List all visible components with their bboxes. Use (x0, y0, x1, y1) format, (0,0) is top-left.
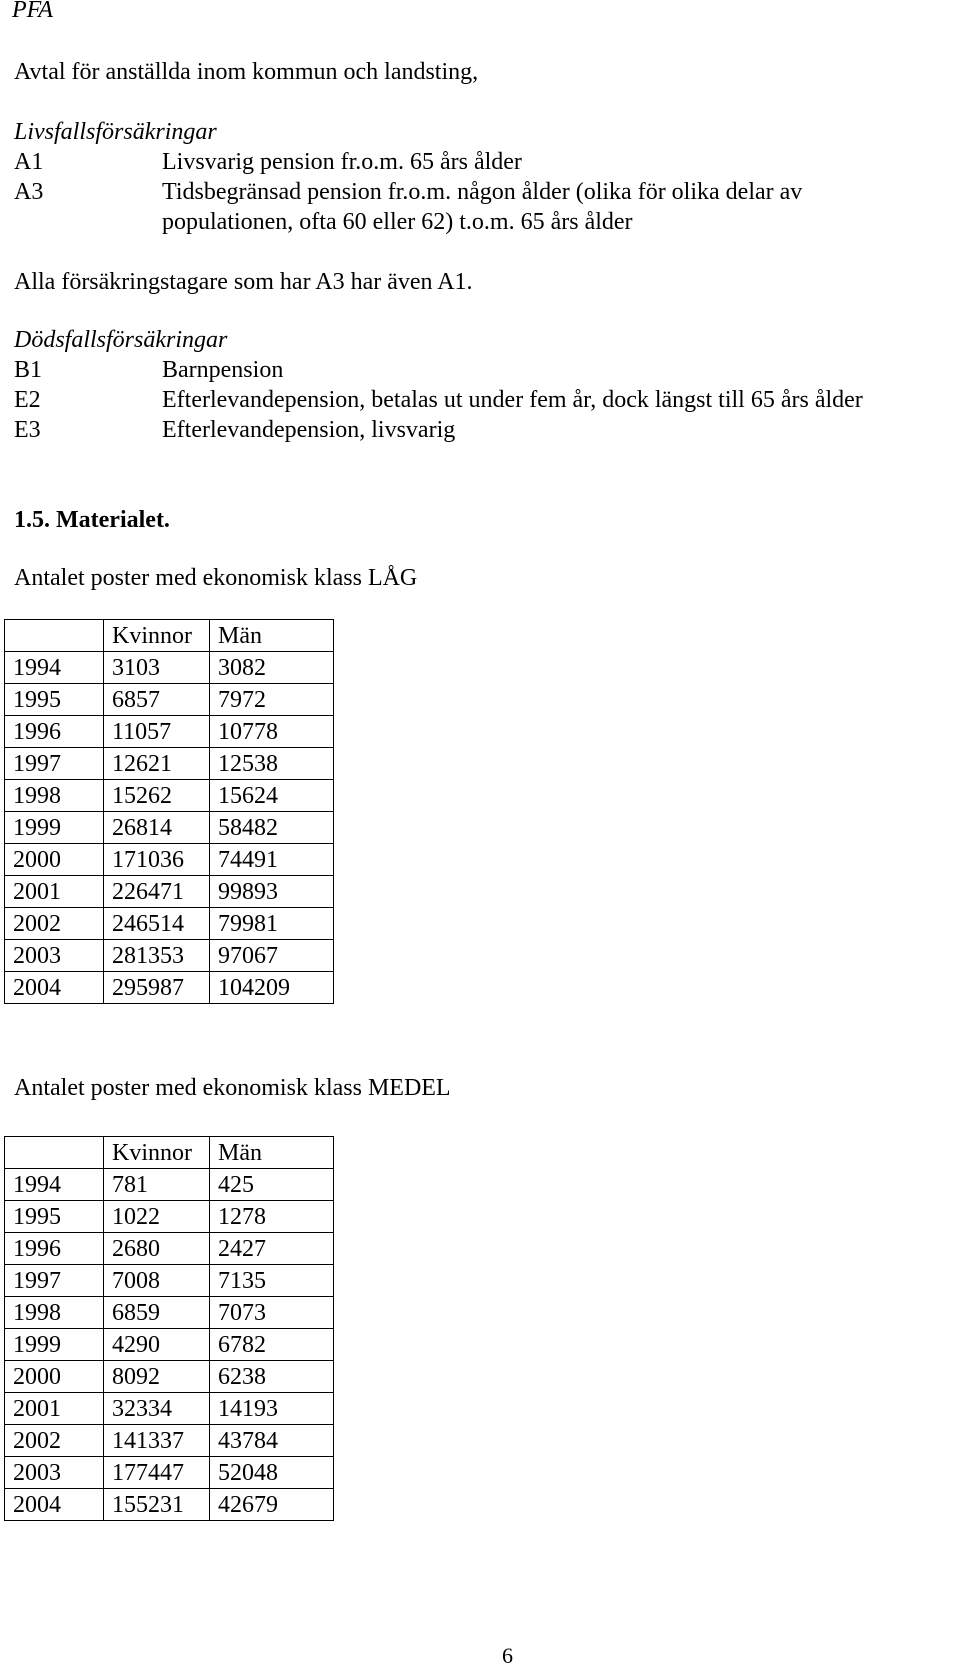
table-cell: 2000 (5, 1361, 104, 1393)
table-cell: 1994 (5, 652, 104, 684)
table-cell: 7135 (210, 1265, 334, 1297)
table-row (5, 652, 334, 684)
definition-row-b1 (14, 354, 954, 386)
definition-description: Livsvarig pension fr.o.m. 65 års ålder (162, 149, 522, 175)
table-cell: 26814 (104, 812, 210, 844)
table-row (5, 844, 334, 876)
table-cell: 52048 (210, 1457, 334, 1489)
table-cell: 2003 (5, 940, 104, 972)
table-cell: 141337 (104, 1425, 210, 1457)
table-cell: 295987 (104, 972, 210, 1004)
table-cell: 12621 (104, 748, 210, 780)
life-insurance-note: Alla försäkringstagare som har A3 har även A1. (14, 269, 473, 295)
definition-row-a3 (14, 176, 954, 208)
table-cell: 43784 (210, 1425, 334, 1457)
table-cell: 2003 (5, 1457, 104, 1489)
table-cell: 74491 (210, 844, 334, 876)
table-cell: 1998 (5, 780, 104, 812)
table-row (5, 716, 334, 748)
table-header-cell: Män (210, 1137, 334, 1169)
table-cell: 99893 (210, 876, 334, 908)
definition-description: Efterlevandepension, betalas ut under fem år, dock längst till 65 års ålder (162, 387, 863, 413)
page-number: 6 (502, 1643, 513, 1668)
table-cell: 226471 (104, 876, 210, 908)
table-cell: 3082 (210, 652, 334, 684)
table-cell: 1022 (104, 1201, 210, 1233)
definition-code: A1 (14, 149, 44, 175)
table-cell: 281353 (104, 940, 210, 972)
table-header-cell: Kvinnor (104, 1137, 210, 1169)
table-cell: 2001 (5, 1393, 104, 1425)
definition-row-a1 (14, 146, 954, 178)
table-cell: 2680 (104, 1233, 210, 1265)
table-cell: 425 (210, 1169, 334, 1201)
table-cell: 1997 (5, 748, 104, 780)
definition-row-e3 (14, 414, 954, 446)
table-cell: 1278 (210, 1201, 334, 1233)
table-cell: 1999 (5, 812, 104, 844)
table-cell: 2002 (5, 1425, 104, 1457)
table-header-row (5, 620, 334, 652)
table-cell: 6238 (210, 1361, 334, 1393)
table-cell: 7972 (210, 684, 334, 716)
definition-description: Efterlevandepension, livsvarig (162, 417, 456, 443)
definition-row-a3-continued (14, 206, 954, 238)
table-cell: 11057 (104, 716, 210, 748)
table-row (5, 1393, 334, 1425)
table-row (5, 1489, 334, 1521)
table-cell: 2000 (5, 844, 104, 876)
table-cell: 155231 (104, 1489, 210, 1521)
table-header-cell (5, 1137, 104, 1169)
table-cell: 1996 (5, 716, 104, 748)
definition-description: Barnpension (162, 357, 284, 383)
definition-code: E3 (14, 417, 41, 443)
table-cell: 58482 (210, 812, 334, 844)
table-header-cell (5, 620, 104, 652)
table-cell: 15262 (104, 780, 210, 812)
table-header-cell: Kvinnor (104, 620, 210, 652)
table-low-caption: Antalet poster med ekonomisk klass LÅG (14, 565, 418, 591)
table-cell: 246514 (104, 908, 210, 940)
table-low (4, 619, 334, 1004)
table-cell: 177447 (104, 1457, 210, 1489)
table-cell: 6859 (104, 1297, 210, 1329)
table-row (5, 780, 334, 812)
table-row (5, 1233, 334, 1265)
table-cell: 79981 (210, 908, 334, 940)
table-cell: 4290 (104, 1329, 210, 1361)
table-row (5, 1361, 334, 1393)
table-cell: 2427 (210, 1233, 334, 1265)
table-cell: 1999 (5, 1329, 104, 1361)
table-cell: 42679 (210, 1489, 334, 1521)
table-cell: 1994 (5, 1169, 104, 1201)
table-cell: 12538 (210, 748, 334, 780)
table-cell: 2001 (5, 876, 104, 908)
table-cell: 7008 (104, 1265, 210, 1297)
table-header-cell: Män (210, 620, 334, 652)
table-cell: 1996 (5, 1233, 104, 1265)
table-cell: 14193 (210, 1393, 334, 1425)
definition-code: B1 (14, 357, 43, 383)
table-cell: 1998 (5, 1297, 104, 1329)
table-cell: 97067 (210, 940, 334, 972)
table-row (5, 748, 334, 780)
table-cell: 6782 (210, 1329, 334, 1361)
table-cell: 1995 (5, 684, 104, 716)
table-row (5, 1265, 334, 1297)
death-insurance-heading: Dödsfallsförsäkringar (14, 327, 228, 353)
table-row (5, 876, 334, 908)
table-cell: 32334 (104, 1393, 210, 1425)
running-title: PFA (12, 0, 53, 23)
table-row (5, 940, 334, 972)
table-cell: 7073 (210, 1297, 334, 1329)
table-row (5, 1297, 334, 1329)
life-insurance-heading: Livsfallsförsäkringar (14, 119, 217, 145)
definition-code: E2 (14, 387, 41, 413)
table-cell: 104209 (210, 972, 334, 1004)
definition-description: Tidsbegränsad pension fr.o.m. någon ålder (olika för olika delar av (162, 179, 803, 205)
table-row (5, 1425, 334, 1457)
table-row (5, 1457, 334, 1489)
table-cell: 2002 (5, 908, 104, 940)
table-row (5, 908, 334, 940)
table-cell: 3103 (104, 652, 210, 684)
table-row (5, 972, 334, 1004)
table-row (5, 1329, 334, 1361)
table-cell: 2004 (5, 972, 104, 1004)
table-cell: 6857 (104, 684, 210, 716)
definition-row-e2 (14, 384, 954, 416)
table-cell: 1997 (5, 1265, 104, 1297)
table-cell: 171036 (104, 844, 210, 876)
intro-text: Avtal för anställda inom kommun och landsting, (14, 59, 479, 85)
table-medium (4, 1136, 334, 1521)
table-cell: 8092 (104, 1361, 210, 1393)
table-row (5, 1169, 334, 1201)
section-title: 1.5. Materialet. (14, 507, 170, 533)
table-medium-caption: Antalet poster med ekonomisk klass MEDEL (14, 1075, 451, 1101)
definition-code: A3 (14, 179, 44, 205)
definition-description: populationen, ofta 60 eller 62) t.o.m. 65 års ålder (162, 209, 633, 235)
table-row (5, 812, 334, 844)
table-header-row (5, 1137, 334, 1169)
table-cell: 781 (104, 1169, 210, 1201)
table-cell: 15624 (210, 780, 334, 812)
table-cell: 2004 (5, 1489, 104, 1521)
table-cell: 1995 (5, 1201, 104, 1233)
table-row (5, 1201, 334, 1233)
table-cell: 10778 (210, 716, 334, 748)
table-row (5, 684, 334, 716)
